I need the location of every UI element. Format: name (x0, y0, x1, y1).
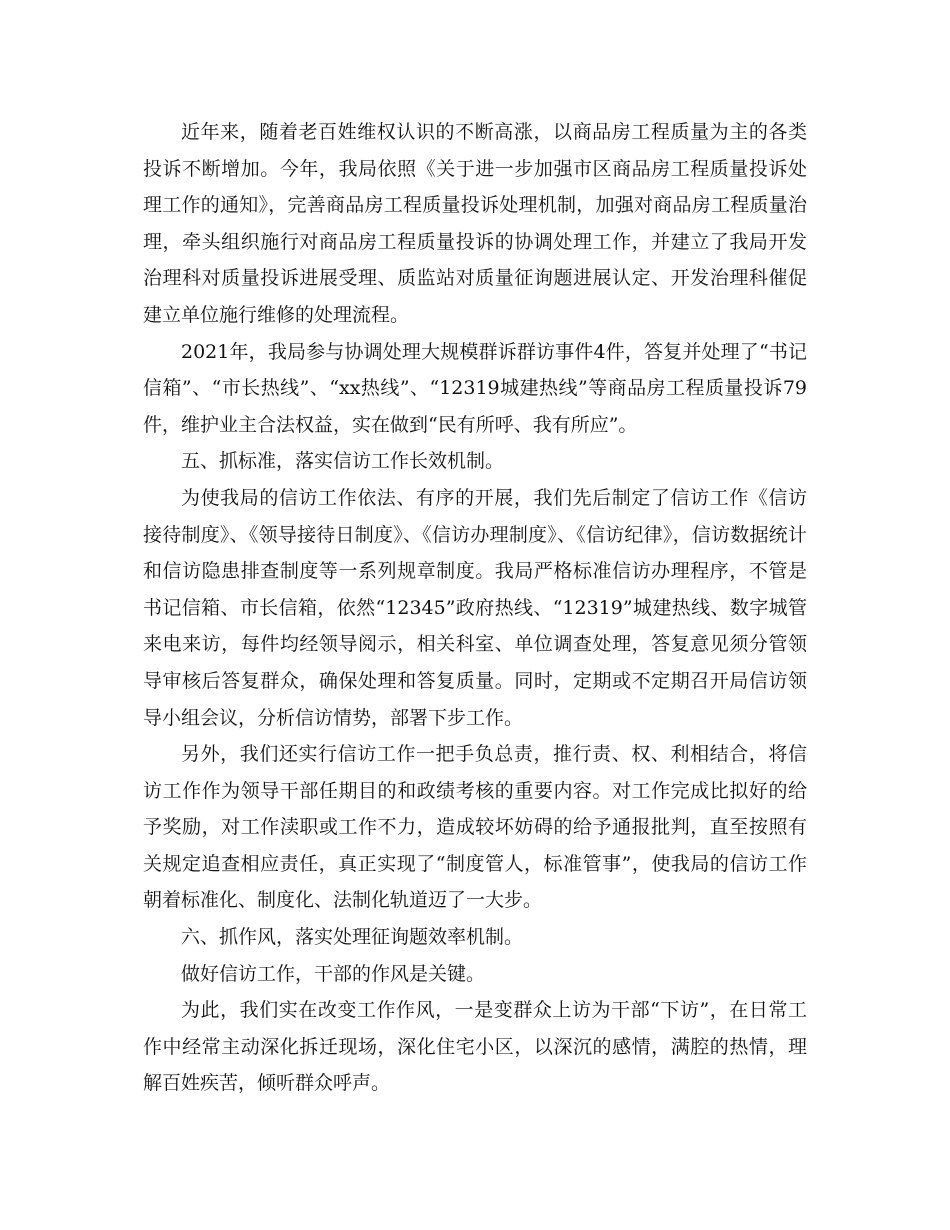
paragraph-regulations: 为使我局的信访工作依法、有序的开展，我们先后制定了信访工作《信访接待制度》、《领导接待日制度》、《信访办理制度》、《信访纪律》，信访数据统计和信访隐患排查制度等一系列规章制度。我局严格标准信访办理程序，不管是书记信箱、市长信箱，依然“12345”政府热线、“12319”城建热线、数字城管来电来访，每件均经领导阅示，相关科室、单位调查处理，答复意见须分管领导审核后答复群众，确保处理和答复质量。同时，定期或不定期召开局信访领导小组会议，分析信访情势，部署下步工作。 (143, 486, 807, 729)
paragraph-2021-stats: 2021年，我局参与协调处理大规模群诉群访事件4件，答复并处理了“书记信箱”、“市长热线”、“xx热线”、“12319城建热线”等商品房工程质量投诉79件，维护业主合法权益，实在做到“民有所呼、我有所应”。 (143, 340, 807, 436)
paragraph-complaints-intro: 近年来，随着老百姓维权认识的不断高涨，以商品房工程质量为主的各类投诉不断增加。今年，我局依照《关于进一步加强市区商品房工程质量投诉处理工作的通知》，完善商品房工程质量投诉处理机制，加强对商品房工程质量治理，牵头组织施行对商品房工程质量投诉的协调处理工作，并建立了我局开发治理科对质量投诉进展受理、质监站对质量征询题进展认定、开发治理科催促建立单位施行维修的处理流程。 (143, 121, 807, 326)
document-body (143, 114, 807, 1102)
paragraph-visits: 为此，我们实在改变工作作风，一是变群众上访为干部“下访”，在日常工作中经常主动深化拆迁现场，深化住宅小区，以深沉的感情，满腔的热情，理解百姓疾苦，倾听群众呼声。 (143, 999, 807, 1095)
paragraph-work-style: 做好信访工作，干部的作风是关键。 (181, 962, 486, 985)
section-heading-six: 六、抓作风，落实处理征询题效率机制。 (181, 926, 524, 949)
section-heading-five: 五、抓标准，落实信访工作长效机制。 (181, 450, 505, 473)
paragraph-accountability: 另外，我们还实行信访工作一把手负总责，推行责、权、利相结合，将信访工作作为领导干部任期目的和政绩考核的重要内容。对工作完成比拟好的给予奖励，对工作渎职或工作不力，造成较坏妨碍的给予通报批判，直至按照有关规定追查相应责任，真正实现了“制度管人，标准管事”，使我局的信访工作朝着标准化、制度化、法制化轨道迈了一大步。 (143, 743, 807, 912)
